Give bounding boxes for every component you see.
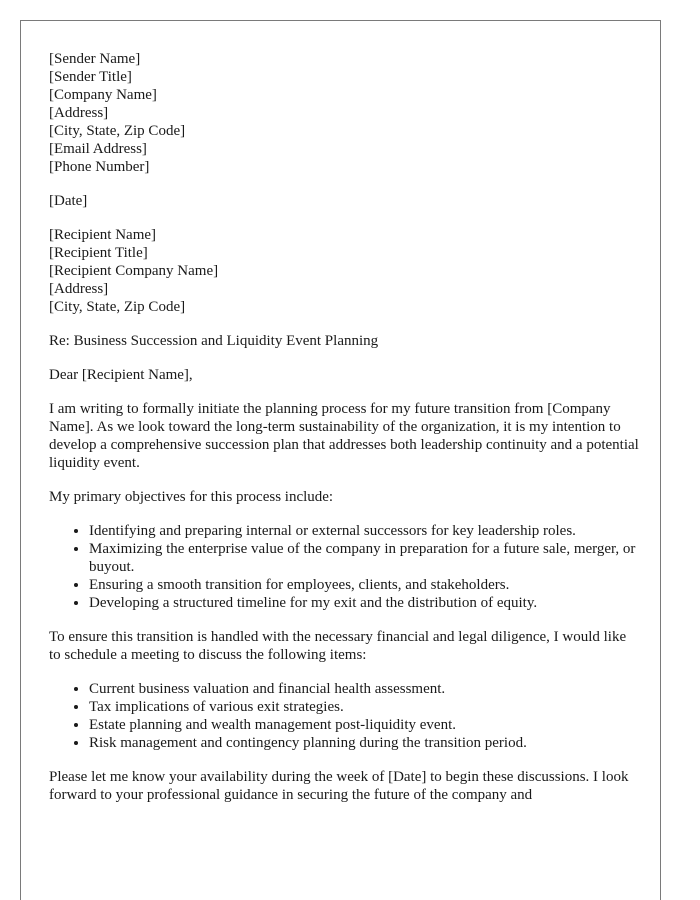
sender-address: [Address]: [49, 105, 109, 121]
sender-company: [Company Name]: [49, 87, 157, 103]
recipient-address: [Address]: [49, 281, 109, 297]
list-item: • Estate planning and wealth management post-liquidity event.: [89, 716, 639, 734]
meeting-paragraph: To ensure this transition is handled with the necessary financial and legal diligence, I would like to schedule a meeting to discuss the following items:: [49, 629, 627, 663]
recipient-company: [Recipient Company Name]: [49, 263, 219, 279]
list-item: • Tax implications of various exit strategies.: [89, 698, 639, 716]
letter-date: [Date]: [49, 193, 88, 209]
recipient-city-state-zip: [City, State, Zip Code]: [49, 299, 186, 315]
sender-block: [49, 50, 639, 176]
sender-title: [Sender Title]: [49, 69, 132, 85]
sender-phone: [Phone Number]: [49, 159, 150, 175]
letter-content: [49, 50, 639, 820]
intro-paragraph: I am writing to formally initiate the planning process for my future transition from [Company Name]. As we look toward the long-term sustainability of the organization, it is my intention to develop a comprehensive succession plan that addresses both leadership continuity and a potential liquidity event.: [49, 401, 639, 471]
recipient-block: [49, 226, 639, 316]
sender-email: [Email Address]: [49, 141, 147, 157]
list-item: • Risk management and contingency planning during the transition period.: [89, 734, 639, 752]
letter-page: [20, 20, 661, 900]
objectives-intro: My primary objectives for this process include:: [49, 489, 334, 505]
meeting-items-list: [49, 680, 639, 752]
sender-name: [Sender Name]: [49, 51, 141, 67]
salutation: Dear [Recipient Name],: [49, 367, 193, 383]
list-item: • Developing a structured timeline for my exit and the distribution of equity.: [89, 594, 639, 612]
recipient-name: [Recipient Name]: [49, 227, 157, 243]
closing-paragraph: Please let me know your availability during the week of [Date] to begin these discussions. I look forward to your professional guidance in securing the future of the company and: [49, 769, 629, 803]
sender-city-state-zip: [City, State, Zip Code]: [49, 123, 186, 139]
subject-line: Re: Business Succession and Liquidity Event Planning: [49, 333, 379, 349]
list-item: • Identifying and preparing internal or external successors for key leadership roles.: [89, 522, 639, 540]
list-item: • Maximizing the enterprise value of the company in preparation for a future sale, merger, or buyout.: [89, 540, 639, 576]
list-item: • Current business valuation and financial health assessment.: [89, 680, 639, 698]
list-item: • Ensuring a smooth transition for employees, clients, and stakeholders.: [89, 576, 639, 594]
objectives-list: [49, 522, 639, 612]
recipient-title: [Recipient Title]: [49, 245, 148, 261]
